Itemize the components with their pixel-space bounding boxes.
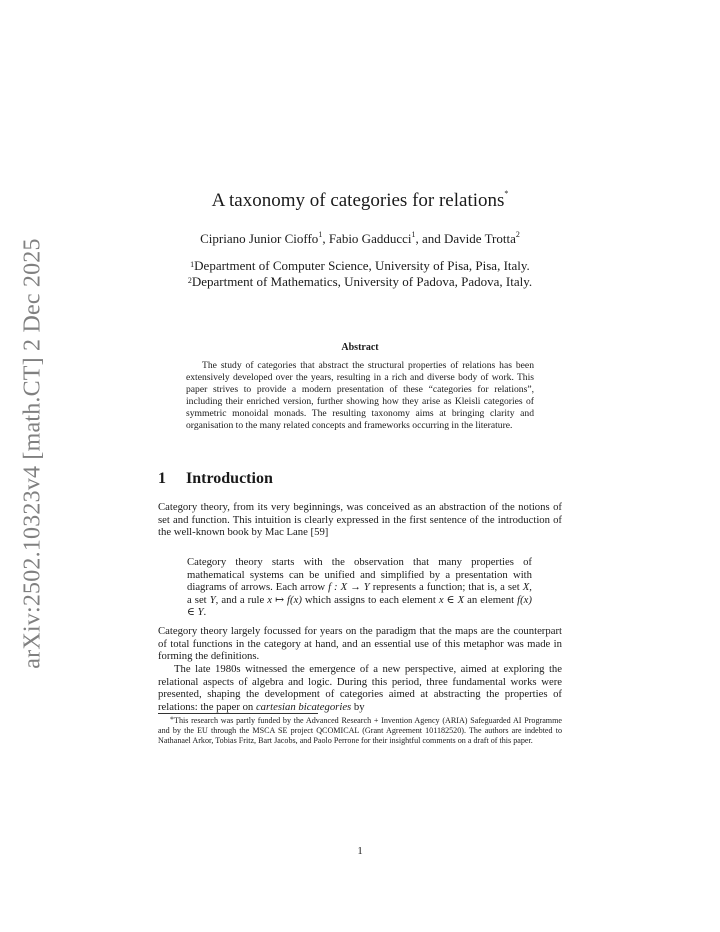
author-affiliation-mark: 1 xyxy=(318,230,323,239)
author-name: Cipriano Junior Cioffo xyxy=(200,231,319,246)
title-footnote-mark: * xyxy=(504,189,509,198)
affiliation-line xyxy=(0,258,720,274)
abstract-text: The study of categories that abstract the structural properties of relations has been extensively developed over the years, resulting in a rich and diverse body of work. This paper strives to provide a modern presentation of these “categories for relations”, including their enriched version, further showing how they arise as Kleisli categories of symmetric monoidal monads. The resulting taxonomy aims at bringing clarity and organisation to the many related concepts and frameworks occurring in the literature. xyxy=(186,360,534,431)
quote-text: represents a function; that is, a set xyxy=(369,581,523,594)
author-separator: , xyxy=(322,231,329,246)
affiliation-list xyxy=(0,258,720,290)
affiliation-text: Department of Computer Science, University of Pisa, Pisa, Italy. xyxy=(194,258,530,273)
quote-math: x ∈ X xyxy=(438,593,465,606)
quote-math: x ↦ f(x) xyxy=(267,593,302,606)
paper-title-text: A taxonomy of categories for relations xyxy=(211,190,505,211)
section-heading xyxy=(158,470,562,488)
intro-paragraph: Category theory, from its very beginnings, was conceived as an abstraction of the notions of set and function. This intuition is clearly expressed in the first sentence of the introduction of the well-known book by Mac Lane [59] xyxy=(158,501,562,539)
affiliation-line xyxy=(0,274,720,290)
intro-paragraph xyxy=(158,663,562,713)
author-name: Fabio Gadducci xyxy=(328,231,412,246)
arxiv-identifier-text: arXiv:2502.10323v4 [math.CT] 2 Dec 2025 xyxy=(19,237,46,669)
footnote-divider xyxy=(158,713,318,714)
author-list xyxy=(0,231,720,247)
emphasized-term: cartesian bicategories xyxy=(255,700,352,713)
author-separator: , and xyxy=(415,231,445,246)
author-name: Davide Trotta xyxy=(444,231,516,246)
paragraph-text: The late 1980s witnessed the emergence of a new perspective, aimed at exploring the relational aspects of algebra and logic. During this period, three fundamental works were presented, shaping the development of categories aimed at abstracting the properties of relations: the paper on xyxy=(158,663,562,713)
block-quote xyxy=(187,556,532,619)
quote-text: which assigns to each element xyxy=(301,593,439,606)
quote-math: f : X → Y xyxy=(328,581,370,594)
affiliation-mark: 1 xyxy=(190,260,195,269)
footnote-mark: * xyxy=(170,715,174,724)
quote-text: , and a rule xyxy=(215,593,268,606)
intro-paragraph: Category theory largely focussed for years on the paradigm that the maps are the counterpart of total functions in the category at hand, and an essential use of this metaphor was made in forming the definitions. xyxy=(158,625,562,663)
author-affiliation-mark: 1 xyxy=(411,230,416,239)
page-number: 1 xyxy=(357,845,363,857)
paragraph-text: by xyxy=(351,700,365,713)
quote-math: X xyxy=(522,581,530,594)
quote-text: Category theory starts with the observation that many properties of mathematical systems can be unified and simplified by a presentation with diagrams of arrows. Each arrow xyxy=(187,556,532,594)
arxiv-identifier-stamp xyxy=(18,237,48,669)
quote-math: Y xyxy=(209,593,216,606)
affiliation-mark: 2 xyxy=(187,276,192,285)
footnote xyxy=(158,716,562,747)
quote-text: . xyxy=(203,606,207,619)
paper-title xyxy=(0,190,720,212)
quote-text: an element xyxy=(464,593,518,606)
section-title: Introduction xyxy=(186,470,273,487)
affiliation-text: Department of Mathematics, University of Padova, Padova, Italy. xyxy=(191,274,533,289)
footnote-text: This research was partly funded by the Advanced Research + Invention Agency (ARIA) Safeguarded AI Programme and by the EU through the MSCA SE project QCOMICAL (Grant Agreement 101182520). The authors are indebted to Nathanael Arkor, Tobias Fritz, Bart Jacobs, and Paolo Perrone for their insightful comments on a draft of this paper. xyxy=(158,716,562,746)
author-affiliation-mark: 2 xyxy=(515,230,520,239)
section-number: 1 xyxy=(158,470,166,487)
quote-math: f(x) ∈ Y xyxy=(187,593,532,619)
abstract-heading: Abstract xyxy=(341,342,379,353)
quote-text: , a set xyxy=(187,581,532,606)
